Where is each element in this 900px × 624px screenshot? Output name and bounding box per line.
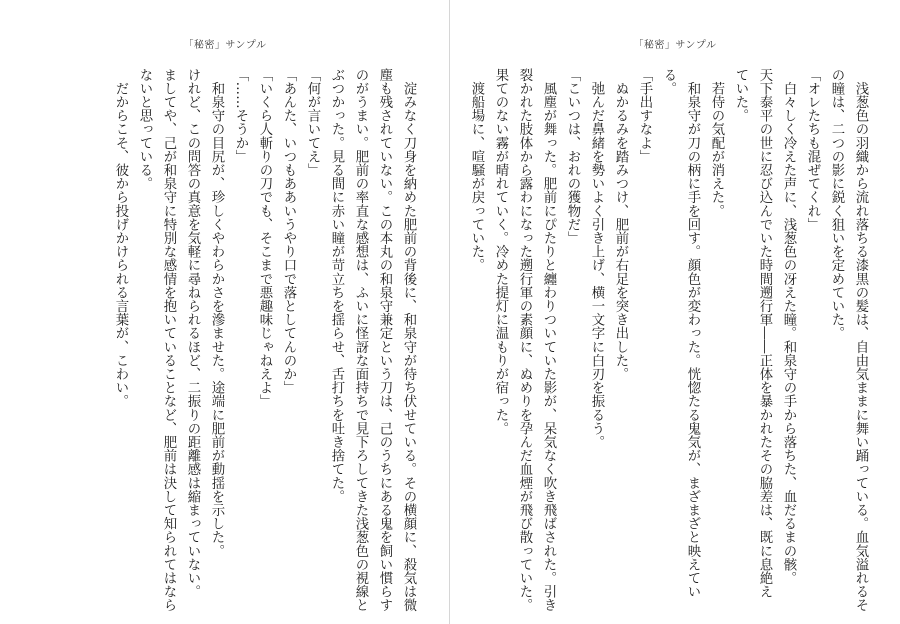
text-line: 弛んだ鼻緒を勢いよく引き上げ、横一文字に白刃を振るう。 [589,68,604,449]
text-line: ぶつかった。見る間に赤い瞳が苛立ちを揺らせ、舌打ちを吐き捨てた。 [329,68,344,504]
text-line: 果てのない霧が晴れていく。冷めた提灯に温もりが宿った。 [493,68,508,436]
text-line: 風塵が舞った。肥前にぴたりと纏わりついていた影が、呆気なく吹き飛ばされた。引き [541,68,556,612]
body-text [464,68,872,612]
text-line: 「いくら人斬りの刀でも、そこまで悪趣味じゃねえよ」 [257,68,272,408]
text-line: 和泉守が刀の柄に手を回す。顔色が変わった。恍惚たる鬼気が、まざまざと映えてい [685,68,700,599]
text-line: 「……そうか」 [233,68,248,164]
text-line: の瞳は、二つの影に鋭く狙いを定めていた。 [829,68,844,340]
body-text [108,68,420,612]
text-line: だからこそ、彼から投げかけられる言葉が、こわい。 [113,68,128,408]
right-page [450,0,900,624]
text-line: 淀みなく刀身を納めた肥前の背後に、和泉守が待ち伏せている。その横顔に、殺気は微 [401,68,416,612]
text-line: 「こいつは、おれの獲物だ」 [565,68,580,245]
running-head: 「秘密」サンプル [183,40,267,51]
text-line: のがうまい。肥前の率直な感想は、ふいに怪訝な面持ちで見下ろしてきた浅葱色の視線と [353,68,368,612]
text-line: 塵も残されていない。この本丸の和泉守兼定という刀は、己のうちにある鬼を飼い慣らす [377,68,392,612]
text-line: 裂かれた肢体から露わになった遡行軍の素顔に、ぬめりを孕んだ血煙が飛び散っていた。 [517,68,532,612]
text-line: る。 [661,68,676,96]
text-line: ましてや、己が和泉守に特別な感情を抱いていることなど、肥前は決して知られてはなら [161,68,176,612]
text-line: ぬかるみを踏みつけ、肥前が右足を突き出した。 [613,68,628,381]
text-line: ていた。 [733,68,748,123]
text-line: 若侍の気配が消えた。 [709,68,724,218]
text-line: 「オレたちも混ぜてくれ」 [805,68,820,232]
text-line: ないと思っている。 [137,68,152,191]
text-line: 天下泰平の世に忍び込んでいた時間遡行軍――正体を暴かれたその脇差は、既に息絶え [757,68,772,599]
text-line: 渡船場に、喧騒が戻っていた。 [469,68,484,272]
text-line: 浅葱色の羽織から流れ落ちる漆黒の髪は、自由気ままに舞い踊っている。血気溢れるそ [853,68,868,612]
running-head: 「秘密」サンプル [633,40,717,51]
text-line: 「何が言いてえ」 [305,68,320,177]
text-line: けれど、この問答の真意を気軽に尋ねられるほど、二振りの距離感は縮まっていない。 [185,68,200,599]
text-line: 「手出すなよ」 [637,68,652,164]
text-line: 和泉守の目尻が、珍しくやわらかさを滲ませた。途端に肥前が動揺を示した。 [209,68,224,558]
text-line: 白々しく冷えた声に、浅葱色の冴えた瞳。和泉守の手から落ちた、血だるまの骸。 [781,68,796,585]
text-line: 「あんた、いつもああいうやり口で落としてんのか」 [281,68,296,395]
